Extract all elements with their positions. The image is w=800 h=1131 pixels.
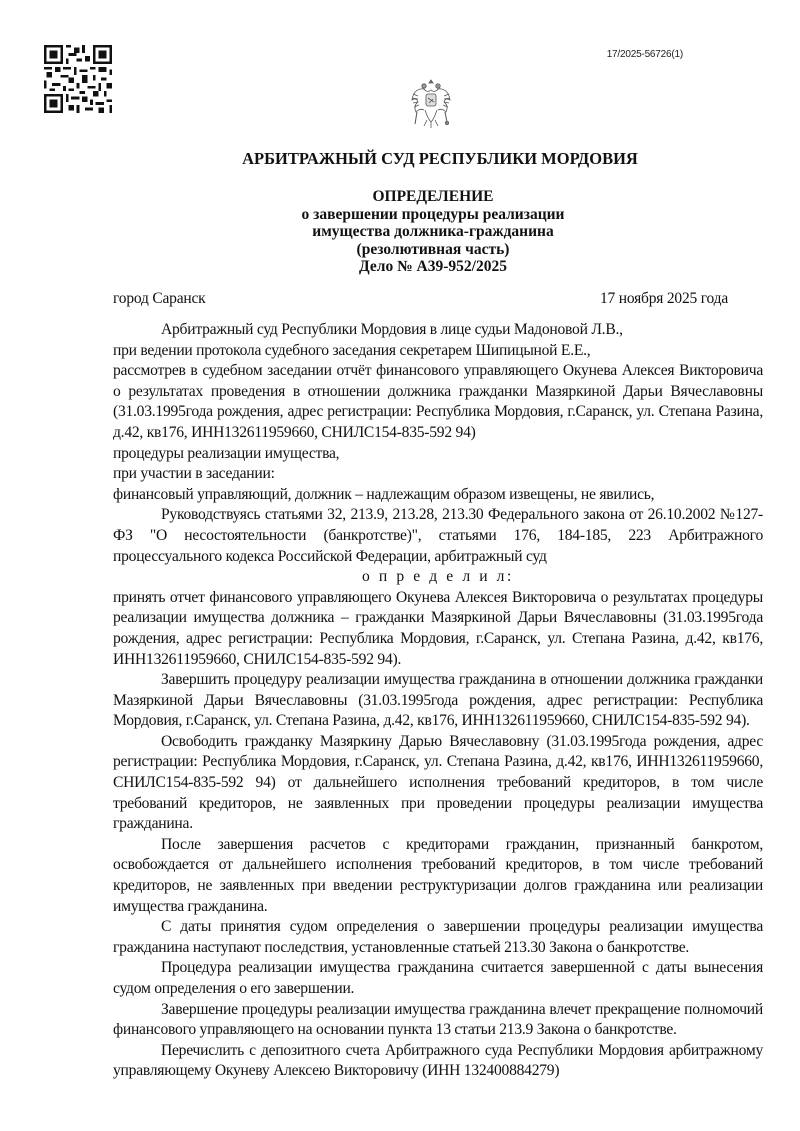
title-subject-line-1: о завершении процедуры реализации [301,205,565,223]
ruling-consequences: С даты принятия судом определения о завершении процедуры реализации имущества гражданина наступают последствия, установленные статьей 213.30 Закона о банкротстве. [113,918,763,956]
ruling-post-settlement: После завершения расчетов с кредиторами гражданин, признанный банкротом, освобождается от дальнейшего исполнения требований кредиторов, в том числе требований кредиторов, не заявленных при введении реструктуризации долгов гражданина или реализации имущества гражданина. [113,835,763,915]
legal-basis: Руководствуясь статьями 32, 213.9, 213.28, 213.30 Федерального закона от 26.10.2002 №127-ФЗ "О несостоятельности (банкротстве)", статьями 176, 184-185, 223 Арбитражного процессуального кодекса Российской Федерации, арбитражный суд [113,506,763,565]
court-name: АРБИТРАЖНЫЙ СУД РЕСПУБЛИКИ МОРДОВИЯ [242,149,638,168]
document-body [113,320,763,1082]
decision-date: 17 ноября 2025 года [599,290,728,307]
ruling-completion-date: Процедура реализации имущества гражданина считается завершенной с даты вынесения судом определения о его завершении. [113,959,763,997]
document-title-block [0,188,800,276]
intro-participants-label: при участии в заседании: [113,465,275,483]
document-type-title: ОПРЕДЕЛЕНИЕ [372,188,494,205]
city: город Саранск [113,290,206,307]
ruling-complete-procedure: Завершить процедуру реализации имущества гражданина в отношении должника гражданки Мазяркиной Дарьи Вячеславовны (31.03.1995года рождения, адрес регистрации: Республика Мордовия, г.Саранск, ул. Степана Разина, д.42, кв176, ИНН132611959660, СНИЛС154-835-592 94). [113,671,763,730]
qr-code-icon [44,44,112,114]
title-subject-line-2: имущества должника-гражданина [312,223,554,240]
case-number: Дело № А39-952/2025 [359,258,507,275]
ruling-accept-report: принять отчет финансового управляющего Окунева Алексея Викторовича о результатах процедуры реализации имущества должника – гражданки Мазяркиной Дарьи Вячеславовны (31.03.1995года рождения, адрес регистрации: Республика Мордовия, г.Саранск, ул. Степана Разина, д.42, кв176, ИНН132611959660, СНИЛС154-835-592 94). [113,588,763,668]
intro-participants: финансовый управляющий, должник – надлежащим образом извещены, не явились, [113,485,655,503]
decided-heading: о п р е д е л и л: [362,568,514,586]
ruling-manager-powers: Завершение процедуры реализации имущества гражданина влечет прекращение полномочий финансового управляющего на основании пункта 13 статьи 213.9 Закона о банкротстве. [113,1000,763,1039]
ruling-release-debtor: Освободить гражданку Мазяркину Дарью Вячеславовну (31.03.1995года рождения, адрес регистрации: Республика Мордовия, г.Саранск, ул. Степана Разина, д.42, кв176, ИНН132611959660, СНИЛС154-835-592 94) от дальнейшего исполнения требований кредиторов, в том числе требований кредиторов, не заявленных при проведении процедуры реализации имущества гражданина. [113,732,763,833]
document-number: 17/2025-56726(1) [606,49,683,60]
intro-procedure: процедуры реализации имущества, [113,444,340,462]
ruling-transfer-funds: Перечислить с депозитного счета Арбитражного суда Республики Мордовия арбитражному управляющему Окуневу Алексею Викторовичу (ИНН 132400884279) [113,1041,763,1080]
coat-of-arms-icon [409,76,453,134]
intro-secretary: при ведении протокола судебного заседания секретарем Шипицыной Е.Е., [113,341,591,359]
intro-considered: рассмотрев в судебном заседании отчёт финансового управляющего Окунева Алексея Викторовича о результатах проведения в отношении должника гражданки Мазяркиной Дарьи Вячеславовны (31.03.1995года рождения, адрес регистрации: Республика Мордовия, г.Саранск, ул. Степана Разина, д.42, кв176, ИНН132611959660, СНИЛС154-835-592 94) [113,362,763,441]
place-date-line [113,290,728,308]
intro-judge: Арбитражный суд Республики Мордовия в лице судьи Мадоновой Л.В., [161,321,623,338]
title-part-label: (резолютивная часть) [356,240,510,258]
